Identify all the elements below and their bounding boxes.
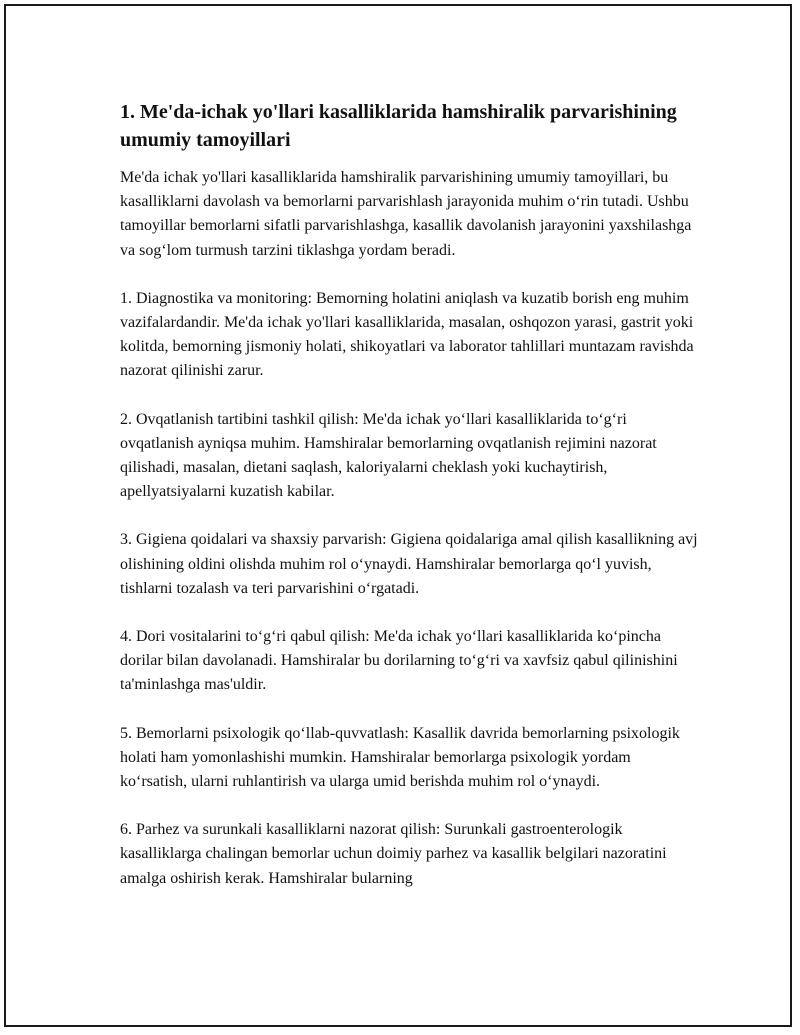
paragraph-psychological-support: 5. Bemorlarni psixologik qo‘llab-quvvatlash: Kasallik davrida bemorlarning psixologik holati ham yomonlashishi mumkin. Hamshiralar bemorlarga psixologik yordam ko‘rsatish, ularni ruhlantirish va ularga umid berishda muhim rol o‘ynaydi. [120,724,680,791]
page-frame [4,4,792,1027]
paragraph-hygiene: 3. Gigiena qoidalari va shaxsiy parvarish: Gigiena qoidalariga amal qilish kasallikning avj olishining oldini olishda muhim rol o‘ynaydi. Hamshiralar bemorlarga qo‘l yuvish, tishlarni tozalash va teri parvarishini o‘rgatadi. [120,531,698,597]
section-heading: 1. Me'da-ichak yo'llari kasalliklarida hamshiralik parvarishining umumiy tamoyillari [120,101,677,151]
document-body [120,98,700,891]
paragraph-nutrition: 2. Ovqatlanish tartibini tashkil qilish: Me'da ichak yo‘llari kasalliklarida to‘g‘ri ovqatlanish ayniqsa muhim. Hamshiralar bemorlarning ovqatlanish rejimini nazorat qilishadi, masalan, dietani saqlash, kaloriyalarni cheklash yoki kuchaytirish, apellyatsiyalarni kuzatish kabilar. [120,410,657,501]
paragraph-diet-control: 6. Parhez va surunkali kasalliklarni nazorat qilish: Surunkali gastroenterologik kasalliklarga chalingan bemorlar uchun doimiy parhez va kasallik belgilari nazoratini amalga oshirish kerak. Hamshiralar bularning [120,821,667,887]
intro-paragraph: Me'da ichak yo'llari kasalliklarida hamshiralik parvarishining umumiy tamoyillari, bu kasalliklarni davolash va bemorlarni parvarishlash jarayonida muhim o‘rin tutadi. Ushbu tamoyillar bemorlarni sifatli parvarishlashga, kasallik davolanish jarayonini yaxshilashga va sog‘lom turmush tarzini tiklashga yordam beradi. [120,169,692,259]
paragraph-diagnostics: 1. Diagnostika va monitoring: Bemorning holatini aniqlash va kuzatib borish eng muhim vazifalardandir. Me'da ichak yo'llari kasalliklarida, masalan, oshqozon yarasi, gastrit yoki kolitda, bemorning jismoniy holati, shikoyatlari va laborator tahlillari muntazam ravishda nazorat qilinishi zarur. [120,289,694,380]
paragraph-medication: 4. Dori vositalarini to‘g‘ri qabul qilish: Me'da ichak yo‘llari kasalliklarida ko‘pincha dorilar bilan davolanadi. Hamshiralar bu dorilarning to‘g‘ri va xavfsiz qabul qilinishini ta'minlashga mas'uldir. [120,628,678,694]
